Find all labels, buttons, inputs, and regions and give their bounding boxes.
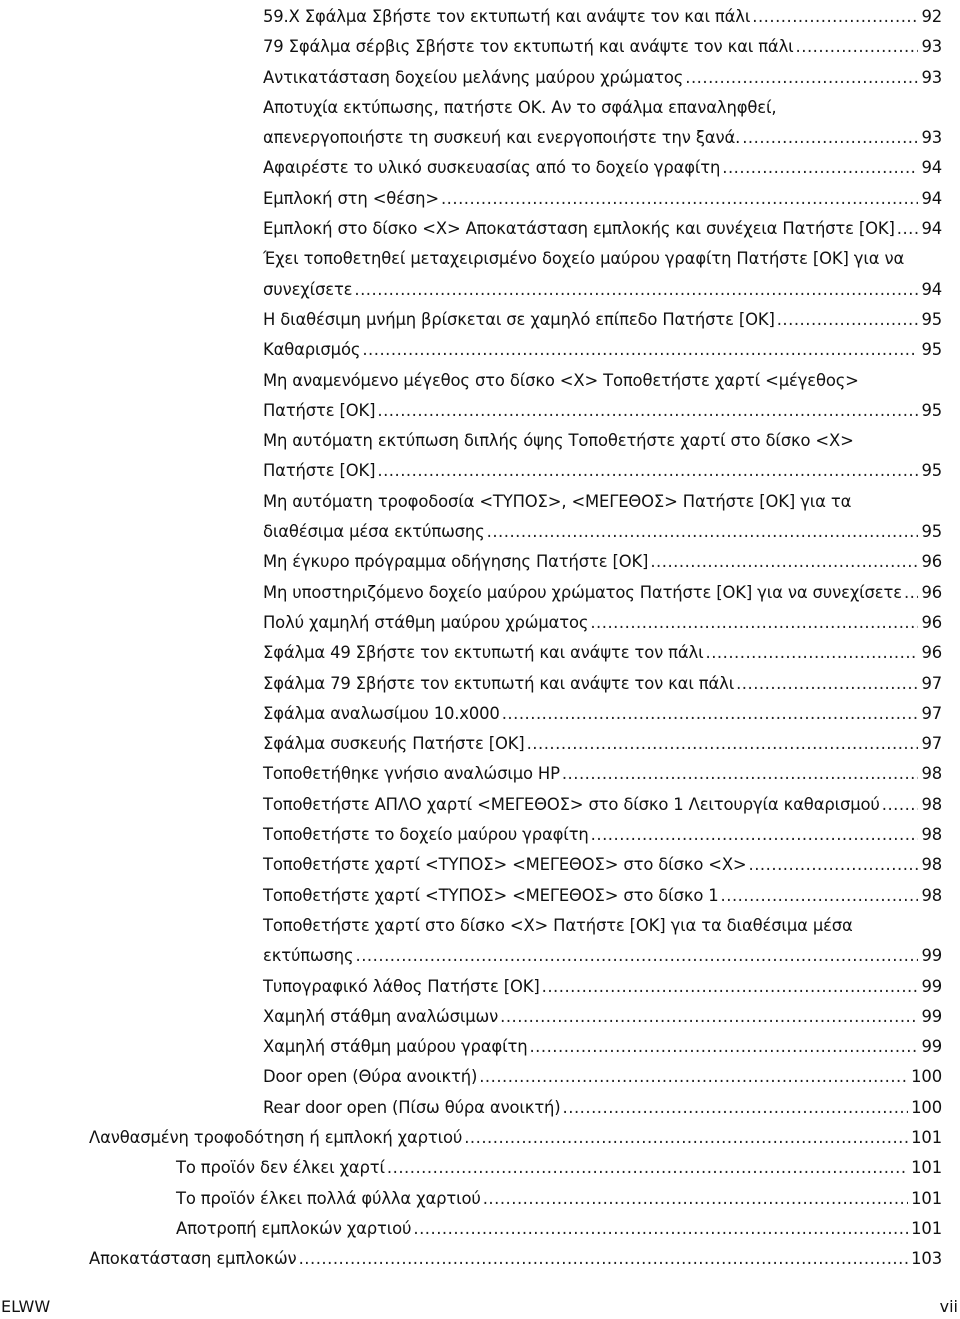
toc-page-number: 94 bbox=[921, 219, 942, 239]
toc-entry[interactable] bbox=[176, 1214, 942, 1244]
toc-page-number: 98 bbox=[921, 794, 942, 814]
toc-page-number: 103 bbox=[911, 1249, 942, 1269]
toc-page-number: 97 bbox=[921, 673, 942, 693]
toc-page-number: 95 bbox=[921, 309, 942, 329]
toc-entry-text: διαθέσιμα μέσα εκτύπωσης bbox=[263, 522, 485, 542]
toc-entry-text: Μη υποστηριζόμενο δοχείο μαύρου χρώματος Πατήστε [OK] για να συνεχίσετε bbox=[263, 582, 902, 602]
toc-entry[interactable] bbox=[263, 638, 942, 668]
toc-entry-text: Μη αναμενόμενο μέγεθος στο δίσκο <X> Τοποθετήστε χαρτί <μέγεθος> bbox=[263, 370, 859, 390]
toc-entry[interactable] bbox=[263, 790, 942, 820]
dot-leader bbox=[464, 1123, 908, 1153]
dot-leader bbox=[299, 1244, 909, 1274]
toc-entry-row bbox=[263, 214, 942, 244]
toc-entry-text: Τυπογραφικό λάθος Πατήστε [OK] bbox=[263, 976, 540, 996]
toc-page-number: 99 bbox=[921, 1037, 942, 1057]
toc-entry[interactable] bbox=[263, 911, 942, 972]
toc-page-number: 96 bbox=[921, 643, 942, 663]
toc-entry-row bbox=[263, 547, 942, 577]
toc-entry-row bbox=[263, 608, 942, 638]
toc-page-number: 98 bbox=[921, 825, 942, 845]
toc-entry[interactable] bbox=[263, 669, 942, 699]
toc-entry-text: Λανθασμένη τροφοδότηση ή εμπλοκή χαρτιού bbox=[89, 1127, 463, 1147]
toc-page-number: 94 bbox=[921, 188, 942, 208]
toc-page-number: 95 bbox=[921, 461, 942, 481]
toc-entry-row bbox=[263, 578, 942, 608]
toc-entry[interactable] bbox=[263, 759, 942, 789]
toc-entry[interactable] bbox=[263, 214, 942, 244]
toc-entry[interactable] bbox=[263, 850, 942, 880]
toc-entry[interactable] bbox=[263, 153, 942, 183]
dot-leader bbox=[502, 699, 919, 729]
dot-leader bbox=[777, 305, 919, 335]
toc-entry-text: Μη αυτόματη εκτύπωση διπλής όψης Τοποθετήστε χαρτί στο δίσκο <X> bbox=[263, 431, 854, 451]
toc-entry-row bbox=[263, 1032, 942, 1062]
toc-entry-row bbox=[176, 1184, 942, 1214]
toc-entry[interactable] bbox=[263, 547, 942, 577]
toc-page-number: 101 bbox=[911, 1158, 942, 1178]
toc-entry-text: εκτύπωσης bbox=[263, 946, 354, 966]
toc-entry[interactable] bbox=[89, 1244, 942, 1274]
dot-leader bbox=[721, 881, 919, 911]
dot-leader bbox=[685, 63, 918, 93]
toc-entry-row bbox=[263, 972, 942, 1002]
toc-entry[interactable] bbox=[263, 184, 942, 214]
toc-entry-row bbox=[263, 669, 942, 699]
dot-leader bbox=[377, 456, 918, 486]
toc-entry[interactable] bbox=[263, 1062, 942, 1092]
toc-entry-text: Αφαιρέστε το υλικό συσκευασίας από το δοχείο γραφίτη bbox=[263, 158, 721, 178]
toc-entry-text: Τοποθετήστε χαρτί <ΤΥΠΟΣ> <ΜΕΓΕΘΟΣ> στο δίσκο 1 bbox=[263, 885, 719, 905]
toc-entry-text: Μη αυτόματη τροφοδοσία <ΤΥΠΟΣ>, <ΜΕΓΕΘΟΣ> Πατήστε [OK] για τα bbox=[263, 491, 852, 511]
dot-leader bbox=[722, 153, 918, 183]
toc-page-number: 99 bbox=[921, 976, 942, 996]
toc-entry-text: Χαμηλή στάθμη μαύρου γραφίτη bbox=[263, 1037, 528, 1057]
toc-entry-text: Έχει τοποθετηθεί μεταχειρισμένο δοχείο μαύρου γραφίτη Πατήστε [OK] για να bbox=[263, 249, 905, 269]
dot-leader bbox=[413, 1214, 908, 1244]
dot-leader bbox=[483, 1184, 908, 1214]
toc-entry[interactable] bbox=[89, 1123, 942, 1153]
toc-entry[interactable] bbox=[263, 881, 942, 911]
dot-leader bbox=[749, 850, 919, 880]
dot-leader bbox=[542, 972, 919, 1002]
toc-entry-text: συνεχίσετε bbox=[263, 279, 353, 299]
toc-page-number: 99 bbox=[921, 1006, 942, 1026]
toc-entry[interactable] bbox=[263, 729, 942, 759]
toc-entry-row bbox=[263, 184, 942, 214]
dot-leader bbox=[904, 578, 919, 608]
toc-entry[interactable] bbox=[263, 972, 942, 1002]
toc-entry[interactable] bbox=[263, 820, 942, 850]
toc-entry-text: Τοποθετήθηκε γνήσιο αναλώσιμο HP bbox=[263, 764, 560, 784]
dot-leader bbox=[562, 759, 919, 789]
dot-leader bbox=[500, 1002, 918, 1032]
toc-page-number: 100 bbox=[911, 1067, 942, 1087]
toc-entry[interactable] bbox=[263, 1093, 942, 1123]
toc-entry-row bbox=[263, 517, 942, 547]
toc-entry-row bbox=[263, 790, 942, 820]
dot-leader bbox=[356, 941, 919, 971]
dot-leader bbox=[796, 32, 919, 62]
toc-entry-text: Μη έγκυρο πρόγραμμα οδήγησης Πατήστε [OK] bbox=[263, 552, 649, 572]
toc-entry-text: Door open (Θύρα ανοικτή) bbox=[263, 1067, 478, 1087]
dot-leader bbox=[527, 729, 919, 759]
footer-page-number: vii bbox=[939, 1297, 958, 1316]
toc-entry[interactable] bbox=[263, 1002, 942, 1032]
toc-page-number: 95 bbox=[921, 340, 942, 360]
toc-page-number: 97 bbox=[921, 734, 942, 754]
toc-page-number: 99 bbox=[921, 946, 942, 966]
toc-entry[interactable] bbox=[263, 608, 942, 638]
toc-page-number: 100 bbox=[911, 1097, 942, 1117]
toc-page-number: 101 bbox=[911, 1188, 942, 1208]
toc-entry-row bbox=[263, 729, 942, 759]
toc-entry-row bbox=[263, 123, 942, 153]
toc-entry[interactable] bbox=[263, 699, 942, 729]
toc-entry-text: Εμπλοκή στο δίσκο <X> Αποκατάσταση εμπλοκής και συνέχεια Πατήστε [OK] bbox=[263, 219, 895, 239]
toc-entry-text: Χαμηλή στάθμη αναλώσιμων bbox=[263, 1006, 499, 1026]
toc-entry-row bbox=[263, 32, 942, 62]
toc-entry-row bbox=[89, 1244, 942, 1274]
toc-entry[interactable] bbox=[263, 93, 942, 154]
toc-page-number: 92 bbox=[921, 7, 942, 26]
toc-entry-row bbox=[263, 1002, 942, 1032]
toc-entry-text: Αποτυχία εκτύπωσης, πατήστε ΟΚ. Αν το σφάλμα επαναληφθεί, bbox=[263, 97, 777, 117]
toc-entry[interactable] bbox=[263, 244, 942, 305]
dot-leader bbox=[362, 335, 918, 365]
toc-page-number: 94 bbox=[921, 158, 942, 178]
toc-page-number: 98 bbox=[921, 764, 942, 784]
toc-entry-row bbox=[263, 881, 942, 911]
dot-leader bbox=[736, 669, 918, 699]
toc-entry-text: Πολύ χαμηλή στάθμη μαύρου χρώματος bbox=[263, 612, 589, 632]
toc-entry-text: Τοποθετήστε το δοχείο μαύρου γραφίτη bbox=[263, 825, 589, 845]
toc-entry-row bbox=[263, 63, 942, 93]
toc-page-number: 94 bbox=[921, 279, 942, 299]
toc-entry[interactable] bbox=[263, 578, 942, 608]
dot-leader bbox=[377, 396, 918, 426]
toc-entry-text: Σφάλμα 79 Σβήστε τον εκτυπωτή και ανάψτε τον και πάλι bbox=[263, 673, 735, 693]
dot-leader bbox=[705, 638, 918, 668]
toc-entry-text: 79 Σφάλμα σέρβις Σβήστε τον εκτυπωτή και ανάψτε τον και πάλι bbox=[263, 37, 794, 57]
toc-entry-text: 59.X Σφάλμα Σβήστε τον εκτυπωτή και ανάψτε τον και πάλι bbox=[263, 7, 751, 26]
toc-entry[interactable] bbox=[263, 63, 942, 93]
dot-leader bbox=[441, 184, 919, 214]
dot-leader bbox=[752, 2, 918, 32]
dot-leader bbox=[590, 608, 918, 638]
toc-entry-row bbox=[263, 850, 942, 880]
table-of-contents bbox=[0, 2, 960, 1274]
page-footer bbox=[0, 1297, 960, 1319]
toc-entry[interactable] bbox=[263, 426, 942, 487]
toc-entry-text: Rear door open (Πίσω θύρα ανοικτή) bbox=[263, 1097, 561, 1117]
toc-entry-text: Αντικατάσταση δοχείου μελάνης μαύρου χρώματος bbox=[263, 67, 684, 87]
toc-page-number: 95 bbox=[921, 400, 942, 420]
toc-entry-row bbox=[263, 305, 942, 335]
dot-leader bbox=[487, 517, 919, 547]
toc-page-number: 97 bbox=[921, 703, 942, 723]
toc-entry-text: Σφάλμα αναλωσίμου 10.x000 bbox=[263, 703, 500, 723]
toc-page-number: 101 bbox=[911, 1218, 942, 1238]
toc-entry-text: Πατήστε [OK] bbox=[263, 400, 376, 420]
toc-entry-row bbox=[263, 1062, 942, 1092]
toc-entry-text: Τοποθετήστε χαρτί <ΤΥΠΟΣ> <ΜΕΓΕΘΟΣ> στο δίσκο <X> bbox=[263, 855, 747, 875]
toc-entry-row bbox=[263, 335, 942, 365]
dot-leader bbox=[591, 820, 919, 850]
dot-leader bbox=[387, 1153, 908, 1183]
toc-page-number: 93 bbox=[921, 128, 942, 148]
toc-entry[interactable] bbox=[263, 32, 942, 62]
toc-entry-text: Σφάλμα 49 Σβήστε τον εκτυπωτή και ανάψτε τον πάλι bbox=[263, 643, 704, 663]
toc-entry-text: Καθαρισμός bbox=[263, 340, 361, 360]
dot-leader bbox=[742, 123, 918, 153]
dot-leader bbox=[529, 1032, 918, 1062]
dot-leader bbox=[354, 275, 918, 305]
dot-leader bbox=[479, 1062, 908, 1092]
toc-page-number: 98 bbox=[921, 855, 942, 875]
toc-entry-row bbox=[176, 1214, 942, 1244]
toc-page-number: 95 bbox=[921, 522, 942, 542]
dot-leader bbox=[650, 547, 918, 577]
toc-entry-text: Η διαθέσιμη μνήμη βρίσκεται σε χαμηλό επίπεδο Πατήστε [OK] bbox=[263, 309, 775, 329]
toc-entry[interactable] bbox=[263, 335, 942, 365]
toc-entry-row bbox=[263, 396, 942, 426]
toc-page-number: 98 bbox=[921, 885, 942, 905]
toc-entry-row bbox=[263, 1093, 942, 1123]
toc-entry-row bbox=[263, 638, 942, 668]
footer-doc-code: ELWW bbox=[1, 1297, 51, 1316]
toc-entry-row bbox=[89, 1123, 942, 1153]
dot-leader bbox=[897, 214, 919, 244]
toc-entry-text: Το προϊόν έλκει πολλά φύλλα χαρτιού bbox=[176, 1188, 481, 1208]
toc-entry-row bbox=[176, 1153, 942, 1183]
toc-entry-row bbox=[263, 2, 942, 32]
toc-entry-text: Σφάλμα συσκευής Πατήστε [OK] bbox=[263, 734, 525, 754]
toc-entry[interactable] bbox=[263, 305, 942, 335]
toc-entry-text: Τοποθετήστε χαρτί στο δίσκο <X> Πατήστε [OK] για τα διαθέσιμα μέσα bbox=[263, 915, 853, 935]
toc-page-number: 93 bbox=[921, 37, 942, 57]
toc-entry[interactable] bbox=[263, 487, 942, 548]
dot-leader bbox=[563, 1093, 909, 1123]
toc-entry[interactable] bbox=[263, 366, 942, 427]
toc-entry-row bbox=[263, 456, 942, 486]
toc-entry-text: Τοποθετήστε ΑΠΛΟ χαρτί <ΜΕΓΕΘΟΣ> στο δίσκο 1 Λειτουργία καθαρισμού bbox=[263, 794, 880, 814]
toc-page-number: 96 bbox=[921, 612, 942, 632]
toc-page-number: 93 bbox=[921, 67, 942, 87]
toc-entry-row bbox=[263, 275, 942, 305]
toc-entry-text: Αποτροπή εμπλοκών χαρτιού bbox=[176, 1218, 412, 1238]
toc-entry[interactable] bbox=[263, 2, 942, 32]
toc-entry[interactable] bbox=[263, 1032, 942, 1062]
toc-entry-text: Αποκατάσταση εμπλοκών bbox=[89, 1249, 297, 1269]
toc-entry[interactable] bbox=[176, 1184, 942, 1214]
toc-entry-text: Πατήστε [OK] bbox=[263, 461, 376, 481]
toc-entry-row bbox=[263, 759, 942, 789]
toc-entry[interactable] bbox=[176, 1153, 942, 1183]
toc-page-number: 96 bbox=[921, 552, 942, 572]
toc-entry-row bbox=[263, 699, 942, 729]
toc-entry-row bbox=[263, 153, 942, 183]
toc-page-number: 96 bbox=[921, 582, 942, 602]
toc-entry-row bbox=[263, 820, 942, 850]
toc-entry-text: Το προϊόν δεν έλκει χαρτί bbox=[176, 1158, 385, 1178]
dot-leader bbox=[882, 790, 919, 820]
toc-page-number: 101 bbox=[911, 1127, 942, 1147]
toc-entry-text: απενεργοποιήστε τη συσκευή και ενεργοποιήστε την ξανά. bbox=[263, 128, 741, 148]
toc-entry-text: Εμπλοκή στη <θέση> bbox=[263, 188, 439, 208]
toc-entry-row bbox=[263, 941, 942, 971]
